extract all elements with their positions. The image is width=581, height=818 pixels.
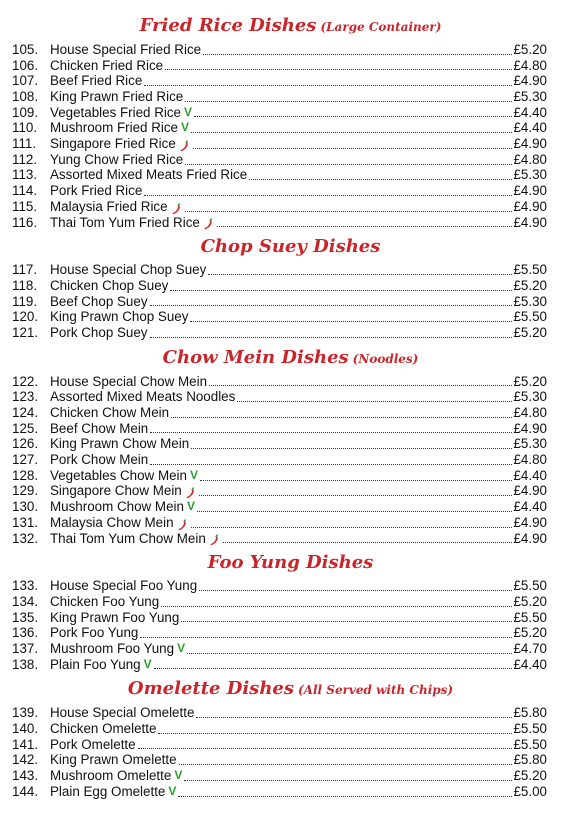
item-number: 106. bbox=[12, 57, 39, 73]
item-number: 133. bbox=[12, 578, 39, 594]
item-name: Thai Tom Yum Chow Mein bbox=[50, 530, 206, 546]
item-icons bbox=[168, 784, 176, 800]
menu-item-row bbox=[0, 73, 581, 89]
vegetarian-icon: V bbox=[168, 783, 177, 798]
item-number: 114. bbox=[12, 183, 38, 199]
menu-item-row bbox=[0, 421, 581, 437]
menu-item-row bbox=[0, 452, 581, 468]
item-price: £5.20 bbox=[513, 277, 547, 293]
item-name: Mushroom Fried Rice bbox=[50, 120, 178, 136]
item-number: 119. bbox=[12, 293, 38, 309]
item-name: Singapore Chow Mein bbox=[50, 483, 182, 499]
item-icons bbox=[185, 487, 197, 499]
item-number: 141. bbox=[12, 736, 39, 752]
item-price: £4.90 bbox=[513, 420, 547, 436]
item-number: 129. bbox=[12, 483, 39, 499]
item-number: 122. bbox=[12, 373, 39, 389]
dot-leader bbox=[144, 85, 512, 86]
item-name: Mushroom Chow Mein bbox=[50, 499, 184, 515]
item-name: Pork Chow Mein bbox=[50, 452, 149, 468]
item-number: 134. bbox=[12, 593, 39, 609]
menu-item-row bbox=[0, 531, 581, 547]
section-heading bbox=[0, 552, 581, 574]
section-subtitle: (Noodles) bbox=[352, 351, 419, 366]
item-icons bbox=[190, 468, 198, 484]
chili-icon bbox=[177, 519, 189, 531]
dot-leader bbox=[217, 226, 513, 227]
dot-leader bbox=[150, 337, 513, 338]
section-title: Fried Rice Dishes bbox=[139, 15, 317, 36]
item-number: 123. bbox=[12, 389, 39, 405]
dot-leader bbox=[199, 495, 513, 496]
section-title: Chow Mein Dishes bbox=[162, 346, 349, 368]
item-number: 111. bbox=[12, 136, 37, 152]
menu-item-row bbox=[0, 136, 581, 152]
item-number: 131. bbox=[12, 514, 39, 530]
section-heading bbox=[0, 236, 581, 258]
item-price: £4.90 bbox=[513, 136, 547, 152]
dot-leader bbox=[138, 748, 513, 749]
section-title: Foo Yung Dishes bbox=[207, 552, 374, 574]
item-name: House Special Chow Mein bbox=[50, 373, 208, 389]
menu-item-row bbox=[0, 705, 581, 721]
item-name: Plain Foo Yung bbox=[50, 656, 141, 672]
vegetarian-icon: V bbox=[174, 768, 183, 783]
item-price: £4.80 bbox=[513, 57, 547, 73]
item-name: Yung Chow Fried Rice bbox=[50, 151, 184, 167]
menu-item-row bbox=[0, 484, 581, 500]
item-price: £4.40 bbox=[513, 499, 547, 515]
item-price: £5.50 bbox=[513, 609, 547, 625]
item-name: Malaysia Chow Mein bbox=[50, 514, 174, 530]
item-number: 107. bbox=[12, 73, 39, 89]
item-icons bbox=[184, 105, 192, 121]
item-price: £4.80 bbox=[513, 151, 547, 167]
menu-item-row bbox=[0, 294, 581, 310]
menu-item-row bbox=[0, 168, 581, 184]
dot-leader bbox=[150, 432, 512, 433]
menu-item-row bbox=[0, 42, 581, 58]
item-number: 144. bbox=[12, 783, 39, 799]
menu-item-row bbox=[0, 215, 581, 231]
item-number: 124. bbox=[12, 405, 39, 421]
item-price: £4.90 bbox=[513, 514, 547, 530]
item-price: £4.90 bbox=[513, 530, 547, 546]
dot-leader bbox=[223, 542, 513, 543]
dot-leader bbox=[185, 164, 512, 165]
item-name: Malaysia Fried Rice bbox=[50, 198, 168, 214]
item-name: Singapore Fried Rice bbox=[50, 136, 176, 152]
item-price: £4.40 bbox=[513, 656, 547, 672]
item-price: £5.20 bbox=[513, 768, 547, 784]
chili-icon bbox=[171, 203, 183, 215]
menu-item-row bbox=[0, 737, 581, 753]
item-number: 136. bbox=[12, 625, 39, 641]
section-heading bbox=[0, 347, 581, 370]
item-name: Vegetables Chow Mein bbox=[50, 467, 187, 483]
menu-item-row bbox=[0, 405, 581, 421]
section-title: Omelette Dishes bbox=[127, 678, 294, 700]
item-name: Mushroom Omelette bbox=[50, 768, 172, 784]
item-icons bbox=[179, 140, 191, 152]
item-number: 132. bbox=[12, 530, 39, 546]
item-name: Beef Chop Suey bbox=[50, 293, 148, 309]
item-price: £5.50 bbox=[513, 262, 547, 278]
dot-leader bbox=[187, 653, 512, 654]
vegetarian-icon: V bbox=[177, 640, 186, 655]
item-price: £4.90 bbox=[513, 198, 547, 214]
item-icons bbox=[144, 657, 152, 673]
dot-leader bbox=[203, 54, 512, 55]
dot-leader bbox=[191, 527, 513, 528]
dot-leader bbox=[191, 448, 512, 449]
item-price: £4.40 bbox=[513, 120, 547, 136]
section-heading bbox=[0, 15, 581, 38]
item-price: £4.90 bbox=[513, 183, 547, 199]
menu-item-row bbox=[0, 105, 581, 121]
dot-leader bbox=[178, 796, 512, 797]
item-name: Chicken Foo Yung bbox=[50, 593, 160, 609]
menu-item-row bbox=[0, 594, 581, 610]
menu-item-row bbox=[0, 58, 581, 74]
menu-item-row bbox=[0, 499, 581, 515]
chili-icon bbox=[209, 534, 221, 546]
item-name: Pork Omelette bbox=[50, 736, 136, 752]
item-name: King Prawn Fried Rice bbox=[50, 89, 184, 105]
item-name: Pork Chop Suey bbox=[50, 324, 148, 340]
item-number: 135. bbox=[12, 609, 39, 625]
dot-leader bbox=[165, 69, 512, 70]
item-price: £5.30 bbox=[513, 293, 547, 309]
item-price: £5.50 bbox=[513, 309, 547, 325]
item-name: King Prawn Chop Suey bbox=[50, 309, 189, 325]
item-number: 137. bbox=[12, 640, 39, 656]
dot-leader bbox=[185, 211, 513, 212]
menu-item-row bbox=[0, 374, 581, 390]
item-number: 125. bbox=[12, 420, 39, 436]
dot-leader bbox=[179, 764, 513, 765]
menu-item-row bbox=[0, 325, 581, 341]
item-number: 118. bbox=[12, 277, 38, 293]
section-subtitle: (Large Container) bbox=[320, 20, 442, 34]
item-icons bbox=[209, 534, 221, 546]
dot-leader bbox=[196, 717, 512, 718]
item-name: Beef Chow Mein bbox=[50, 420, 149, 436]
vegetarian-icon: V bbox=[189, 467, 198, 482]
dot-leader bbox=[197, 511, 513, 512]
item-number: 121. bbox=[12, 324, 39, 340]
item-price: £5.30 bbox=[513, 389, 547, 405]
item-icons bbox=[174, 768, 182, 784]
item-name: Assorted Mixed Meats Noodles bbox=[50, 389, 236, 405]
item-price: £4.70 bbox=[513, 640, 547, 656]
item-name: King Prawn Omelette bbox=[50, 752, 177, 768]
menu-item-row bbox=[0, 89, 581, 105]
item-name: Mushroom Foo Yung bbox=[50, 640, 175, 656]
section-heading bbox=[0, 678, 581, 701]
item-name: House Special Fried Rice bbox=[50, 41, 202, 57]
dot-leader bbox=[200, 480, 513, 481]
item-name: House Special Chop Suey bbox=[50, 262, 207, 278]
dot-leader bbox=[191, 132, 512, 133]
menu-item-row bbox=[0, 152, 581, 168]
item-price: £4.40 bbox=[513, 467, 547, 483]
item-price: £4.90 bbox=[513, 483, 547, 499]
item-number: 127. bbox=[12, 452, 39, 468]
menu-item-row bbox=[0, 578, 581, 594]
item-number: 115. bbox=[12, 198, 38, 214]
menu-item-row bbox=[0, 625, 581, 641]
item-number: 116. bbox=[12, 214, 38, 230]
vegetarian-icon: V bbox=[143, 656, 152, 671]
chili-icon bbox=[179, 140, 191, 152]
item-name: Vegetables Fried Rice bbox=[50, 104, 182, 120]
item-number: 139. bbox=[12, 705, 39, 721]
item-number: 105. bbox=[12, 41, 39, 57]
item-icons bbox=[187, 499, 195, 515]
item-name: Chicken Chow Mein bbox=[50, 405, 170, 421]
menu-item-row bbox=[0, 784, 581, 800]
item-price: £5.20 bbox=[513, 41, 547, 57]
dot-leader bbox=[150, 464, 512, 465]
item-number: 126. bbox=[12, 436, 39, 452]
item-price: £4.40 bbox=[513, 104, 547, 120]
item-price: £5.20 bbox=[513, 373, 547, 389]
item-number: 128. bbox=[12, 467, 39, 483]
chili-icon bbox=[185, 487, 197, 499]
menu-item-row bbox=[0, 436, 581, 452]
menu-item-row bbox=[0, 468, 581, 484]
dot-leader bbox=[150, 305, 513, 306]
item-number: 120. bbox=[12, 309, 39, 325]
menu-item-row bbox=[0, 515, 581, 531]
item-number: 113. bbox=[12, 167, 38, 183]
chili-icon bbox=[203, 218, 215, 230]
item-name: Assorted Mixed Meats Fried Rice bbox=[50, 167, 248, 183]
item-icons bbox=[203, 218, 215, 230]
menu-item-row bbox=[0, 721, 581, 737]
dot-leader bbox=[237, 401, 512, 402]
menu-item-row bbox=[0, 309, 581, 325]
item-price: £5.50 bbox=[513, 736, 547, 752]
dot-leader bbox=[193, 148, 513, 149]
item-price: £5.20 bbox=[513, 593, 547, 609]
dot-leader bbox=[144, 195, 512, 196]
menu-item-row bbox=[0, 641, 581, 657]
item-price: £4.80 bbox=[513, 452, 547, 468]
dot-leader bbox=[190, 321, 512, 322]
item-price: £4.90 bbox=[513, 73, 547, 89]
item-price: £5.20 bbox=[513, 324, 547, 340]
dot-leader bbox=[249, 179, 512, 180]
item-number: 108. bbox=[12, 89, 39, 105]
item-price: £5.80 bbox=[513, 705, 547, 721]
item-icons bbox=[171, 203, 183, 215]
menu-item-row bbox=[0, 752, 581, 768]
dot-leader bbox=[158, 733, 512, 734]
item-number: 112. bbox=[12, 151, 38, 167]
item-number: 130. bbox=[12, 499, 39, 515]
menu-item-row bbox=[0, 262, 581, 278]
dot-leader bbox=[161, 606, 512, 607]
dot-leader bbox=[199, 590, 512, 591]
item-name: Chicken Chop Suey bbox=[50, 277, 169, 293]
menu-item-row bbox=[0, 389, 581, 405]
menu-item-row bbox=[0, 610, 581, 626]
dot-leader bbox=[171, 417, 512, 418]
dot-leader bbox=[184, 780, 512, 781]
menu-item-row bbox=[0, 120, 581, 136]
dot-leader bbox=[154, 668, 513, 669]
menu-item-row bbox=[0, 768, 581, 784]
item-name: Thai Tom Yum Fried Rice bbox=[50, 214, 200, 230]
item-number: 138. bbox=[12, 656, 39, 672]
item-number: 109. bbox=[12, 104, 39, 120]
item-price: £5.30 bbox=[513, 167, 547, 183]
dot-leader bbox=[185, 101, 512, 102]
menu-item-row bbox=[0, 657, 581, 673]
dot-leader bbox=[194, 116, 512, 117]
item-name: House Special Omelette bbox=[50, 705, 195, 721]
item-name: Chicken Omelette bbox=[50, 721, 157, 737]
item-price: £5.00 bbox=[513, 783, 547, 799]
item-price: £5.30 bbox=[513, 436, 547, 452]
vegetarian-icon: V bbox=[181, 120, 190, 135]
item-name: Pork Fried Rice bbox=[50, 183, 143, 199]
item-name: King Prawn Foo Yung bbox=[50, 609, 180, 625]
item-name: Pork Foo Yung bbox=[50, 625, 139, 641]
dot-leader bbox=[208, 274, 512, 275]
item-name: Beef Fried Rice bbox=[50, 73, 143, 89]
item-price: £5.50 bbox=[513, 721, 547, 737]
item-price: £4.80 bbox=[513, 405, 547, 421]
section-subtitle: (All Served with Chips) bbox=[298, 683, 454, 698]
item-price: £5.50 bbox=[513, 578, 547, 594]
menu-item-row bbox=[0, 183, 581, 199]
dot-leader bbox=[209, 385, 512, 386]
item-number: 140. bbox=[12, 721, 39, 737]
item-icons bbox=[177, 641, 185, 657]
vegetarian-icon: V bbox=[186, 499, 195, 514]
item-price: £5.80 bbox=[513, 752, 547, 768]
item-icons bbox=[177, 519, 189, 531]
menu-item-row bbox=[0, 278, 581, 294]
dot-leader bbox=[140, 637, 512, 638]
menu-item-row bbox=[0, 199, 581, 215]
item-name: King Prawn Chow Mein bbox=[50, 436, 190, 452]
item-name: Plain Egg Omelette bbox=[50, 783, 166, 799]
item-price: £5.30 bbox=[513, 89, 547, 105]
item-icons bbox=[181, 120, 189, 136]
dot-leader bbox=[170, 290, 512, 291]
item-name: Chicken Fried Rice bbox=[50, 57, 164, 73]
dot-leader bbox=[181, 621, 512, 622]
item-price: £5.20 bbox=[513, 625, 547, 641]
item-price: £4.90 bbox=[513, 214, 547, 230]
item-number: 117. bbox=[12, 262, 38, 278]
section-title: Chop Suey Dishes bbox=[200, 236, 381, 258]
vegetarian-icon: V bbox=[184, 104, 193, 119]
item-number: 143. bbox=[12, 768, 39, 784]
item-name: House Special Foo Yung bbox=[50, 578, 198, 594]
item-number: 142. bbox=[12, 752, 39, 768]
item-number: 110. bbox=[12, 120, 38, 136]
